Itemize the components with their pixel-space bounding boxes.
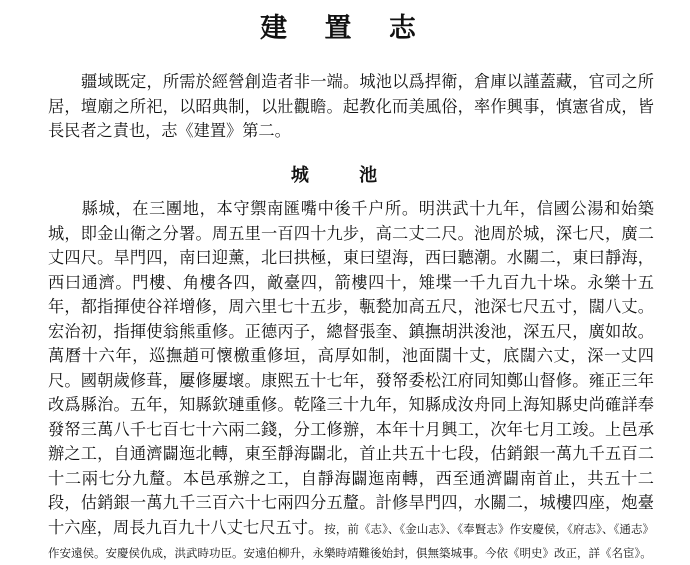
intro-paragraph: 疆域既定，所需於經營創造者非一端。城池以爲捍衛，倉庫以謹蓋藏，官司之所居，壇廟之所祀，以昭典制，以壯觀瞻。起教化而美風俗，率作興事，慎憲省成，皆長民者之責也，志《建置》第二。	[48, 72, 654, 140]
page-title: 建 置 志	[260, 13, 430, 44]
section-main-text: 縣城，在三團地，本守禦南匯嘴中後千户所。明洪武十九年，信國公湯和始築城，即金山衛之分署。周五里一百四十九步，高二丈二尺。池周於城，深七尺，廣二丈四尺。旱門四，南曰迎薰，北曰拱極，東曰望海，西曰聽潮。水關二，東曰靜海，西曰通濟。門樓、角樓各四，敵臺四，箭樓四十，雉堞一千九百九十垛。永樂十五年，都指揮使谷祥增修，周六里七十五步，甎甃加高五尺，池深七尺五寸，闊八丈。宏治初，指揮使翁熊重修。正德丙子，總督張奎、鎮撫胡洪浚池，深五尺，廣如故。萬曆十六年，巡撫趙可懷檄重修垣，高厚如制，池面闊十丈，底闊六丈，深一丈四尺。國朝歲修葺，屢修屢壞。康熙五十七年，發帑委松江府同知鄭山督修。雍正三年改爲縣治。五年，知縣欽璉重修。乾隆三十九年，知縣成汝舟同上海知縣史尚確詳奉發帑三萬八千七百七十六兩二錢，分工修辦，本年十月興工，次年七月工竣。上邑承辦之工，自通濟闢迤北轉，東至靜海闢北，首止共五十七段，估銷銀一萬九千五百二十二兩七分九釐。本邑承辦之工，自靜海闢迤南轉，西至通濟闢南首止，共五十二段，估銷銀一萬九千三百六十七兩四分五釐。計修旱門四，水關二，城樓四座，炮臺十六座，周長九百九十八丈七尺五寸。	[48, 199, 654, 537]
section-body	[48, 197, 654, 565]
section-heading: 城 池	[290, 165, 400, 186]
section-note: 按，前《志》、《金山志》、《奉賢志》作安慶侯，《府志》、《通志》作安遠侯。安慶侯仇成，洪武時功臣。安遠伯柳升，永樂時靖難後始封，俱無築城事。今依《明史》改正，詳《名宦》。	[48, 521, 655, 560]
